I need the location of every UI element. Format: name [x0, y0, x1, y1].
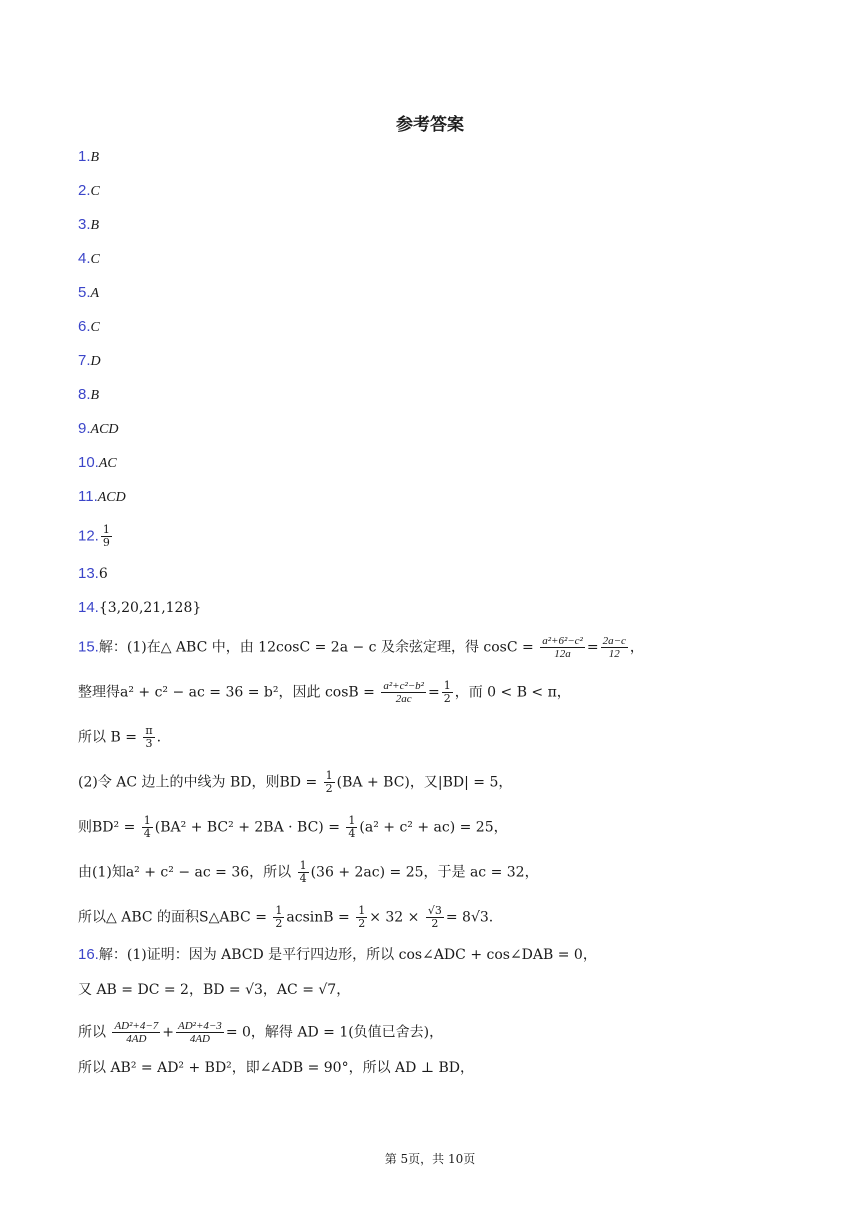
q15-line-5: 则BD² = $\frac{1}{4}$ (BA² + BC² + 2BA · BC) = $\frac{1}{4}$ (a² + c² + ac) = 25， [78, 814, 508, 840]
fraction: $\frac{√3}{2}$ [427, 904, 442, 930]
answer-value: C [90, 184, 100, 199]
answer-value: D [90, 354, 101, 369]
q15-line-6: 由(1)知a² + c² − ac = 36，所以 $\frac{1}{4}$ (36 + 2ac) = 25，于是 ac = 32， [78, 859, 539, 885]
fraction: $\frac{1}{2}$ [358, 904, 366, 930]
q16-line-2: 又 AB = DC = 2，BD = √3，AC = √7， [78, 982, 351, 998]
question-number: 5. [78, 284, 91, 301]
q15-line-3: 所以 B = $\frac{\pi}{3}$ . [78, 724, 162, 750]
answer-value: B [90, 150, 100, 165]
question-number: 2. [78, 182, 91, 199]
question-number: 10. [78, 454, 99, 471]
answer-line [78, 147, 99, 168]
answer-line [78, 453, 117, 474]
answer-value: ACD [90, 422, 119, 437]
answer-line [78, 181, 100, 202]
page-footer: 第 5页，共 10页 [384, 1152, 476, 1166]
q16-line-1: 16.解：(1)证明：因为 ABCD 是平行四边形，所以 cos∠ADC + cos∠DAB = 0， [78, 946, 597, 963]
question-number: 15. [78, 638, 99, 656]
question-number: 4. [78, 250, 91, 267]
fraction: $\frac{1}{2}$ [443, 679, 451, 705]
answer-value: A [90, 286, 100, 301]
answer-line [78, 419, 119, 440]
answer-value: ACD [97, 490, 126, 505]
answer-line [78, 598, 201, 618]
fraction: $\frac{1}{4}$ [299, 859, 307, 885]
answer-value: AC [98, 456, 117, 471]
fraction: $\frac{\pi}{3}$ [145, 724, 153, 750]
question-number: 11. [78, 488, 98, 505]
question-number: 3. [78, 216, 91, 233]
answer-value: C [90, 320, 100, 335]
answer-line [78, 317, 100, 338]
question-number: 16. [78, 946, 99, 963]
fraction: $\frac{\text{AD²+4−7}}{4AD}$ [114, 1020, 159, 1045]
fraction: $\frac{1}{4}$ [143, 814, 151, 840]
fraction: $\frac{\text{AD²+4−3}}{4AD}$ [178, 1020, 222, 1045]
question-number: 8. [78, 386, 91, 403]
question-number: 9. [78, 420, 91, 437]
q16-line-4: 所以 AB² = AD² + BD²，即∠ADB = 90°，所以 AD ⊥ BD， [78, 1060, 474, 1076]
answer-line [78, 487, 126, 508]
answer-line [78, 524, 114, 549]
answer-line [78, 564, 108, 584]
answer-value: {3,20,21,128} [98, 600, 202, 616]
question-number: 13. [78, 565, 99, 582]
fraction: $\frac{1}{2}$ [275, 904, 283, 930]
answer-fraction: $\frac{1}{9}$ [102, 523, 110, 549]
page-title: 参考答案 [396, 115, 464, 135]
fraction: $\frac{2a-c}{12}$ [602, 635, 626, 660]
question-number: 14. [78, 599, 99, 616]
answer-line [78, 249, 100, 270]
fraction: $\frac{1}{4}$ [348, 814, 356, 840]
q15-line-2: 整理得a² + c² − ac = 36 = b²，因此 cosB = $\frac{\text{a²+c²−b²}}{2ac}$ = $\frac{1}{2}$ ，而 0 < B < π， [78, 679, 571, 705]
question-number: 6. [78, 318, 91, 335]
answer-value: C [90, 252, 100, 267]
answer-value: B [90, 218, 100, 233]
fraction: $\frac{\text{a²+6²−c²}}{12a}$ [542, 635, 583, 660]
fraction: $\frac{\text{a²+c²−b²}}{2ac}$ [383, 680, 424, 705]
q16-line-3: 所以 $\frac{\text{AD²+4−7}}{4AD}$ + $\frac{\text{AD²+4−3}}{4AD}$ = 0，解得 AD = 1(负值已舍去)， [78, 1020, 444, 1045]
question-number: 7. [78, 352, 91, 369]
q15-line-1: 15.解：(1)在△ ABC 中，由 12cosC = 2a − c 及余弦定理，得 cosC = $\frac{\text{a²+6²−c²}}{12a}$ = $\frac{2a-c}{12}$ ， [78, 635, 644, 660]
q15-line-7: 所以△ ABC 的面积S△ABC = $\frac{1}{2}$ acsinB = $\frac{1}{2}$ × 32 × $\frac{√3}{2}$ = 8√3. [78, 904, 494, 930]
question-number: 1. [78, 148, 91, 165]
answer-value: B [90, 388, 100, 403]
answer-value: 6 [98, 566, 108, 582]
answer-line [78, 215, 99, 236]
answer-line [78, 283, 99, 304]
answer-line [78, 385, 99, 406]
answer-line [78, 351, 101, 372]
fraction: $\frac{1}{2}$ [325, 769, 333, 795]
q15-line-4: (2)令 AC 边上的中线为 BD，则BD = $\frac{1}{2}$ (BA + BC)，又|BD| = 5， [78, 769, 513, 795]
question-number: 12. [78, 527, 99, 545]
